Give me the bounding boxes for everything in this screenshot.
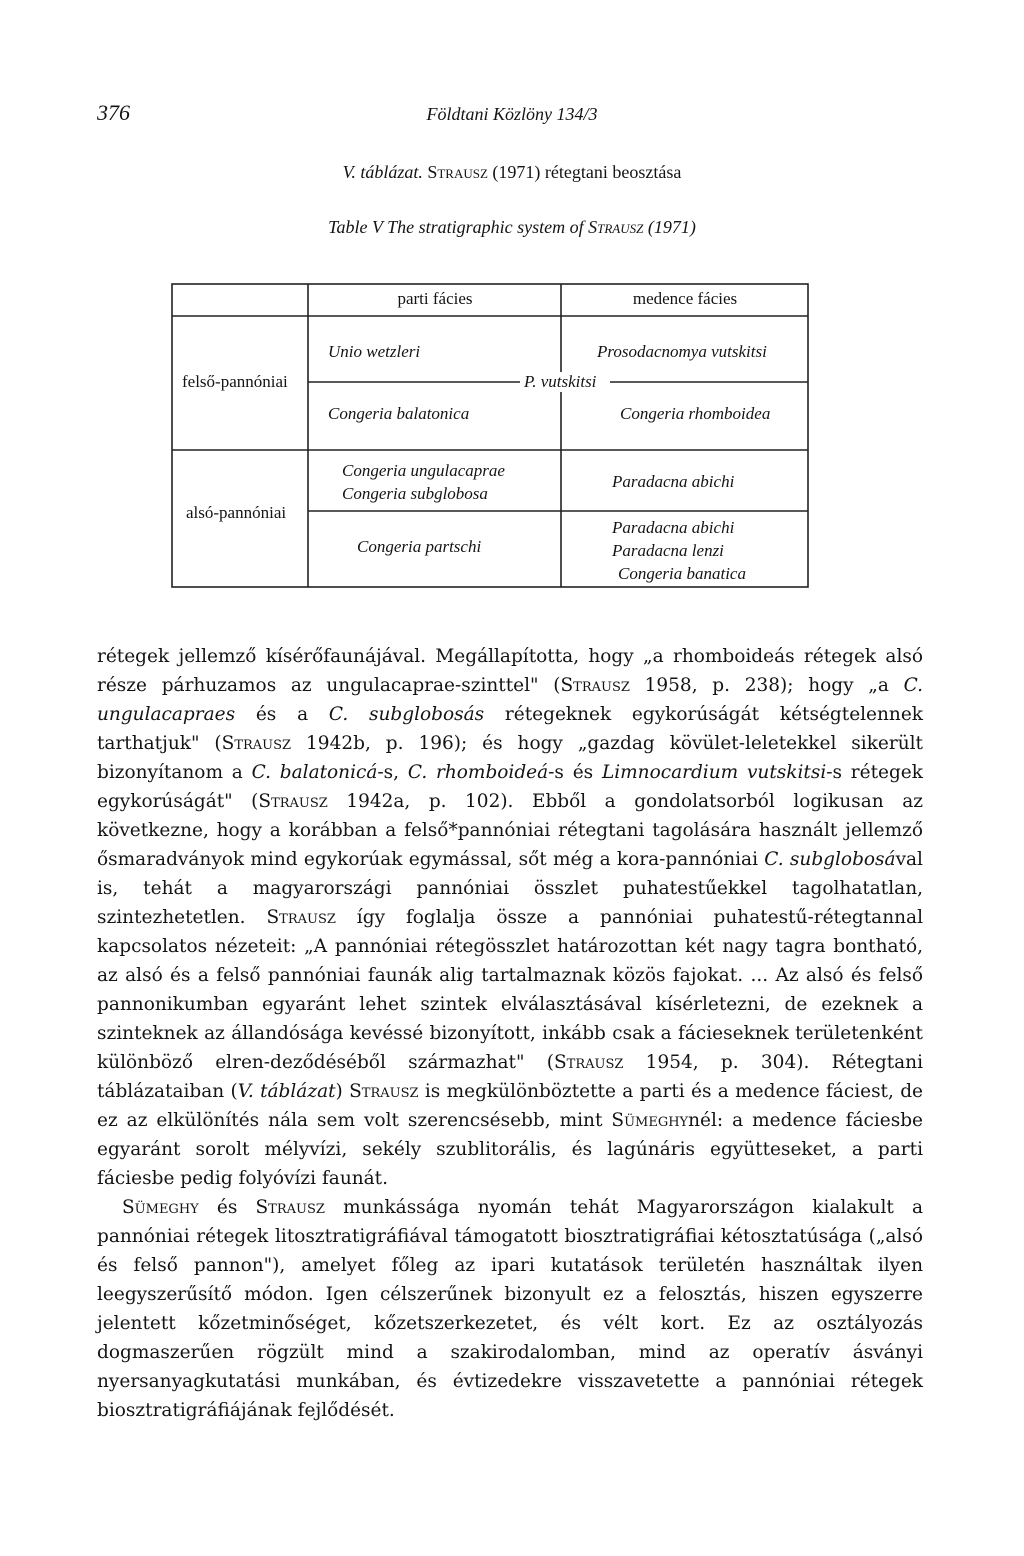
stage-also-pannoniai: alsó-pannóniai — [186, 503, 287, 522]
text-run: 1958, p. 238); hogy „a — [629, 675, 904, 696]
taxon-cell: Unio wetzleri — [328, 342, 421, 361]
stage-felso-pannoniai: felső-pannóniai — [182, 372, 288, 391]
taxon-cell: Congeria rhomboidea — [620, 404, 771, 423]
author-name: Strausz — [560, 675, 630, 696]
text-run: munkássága nyomán tehát Magyarországon kialakult a pannóniai rétegek litosztratigráfiával támogatott biosztratigráfiai kétosztatúsága („alsó és felső pannon"), amelyet főleg az ipari kutatások területén használtak ilyen leegyszerűsítő módon. Igen célszerűnek bizonyult ez a felosztás, hiszen egyszerre jelentett kőzetminőséget, kőzetszerkezetet, és vélt kort. Ez az osztályozás dogmaszerűen rögzült mind a szakirodalomban, mind az operatív ásványi nyersanyagkutatási munkában, és évtizedekre visszavetette a pannóniai rétegek biosztratigráfiájának fejlődését. — [97, 1197, 923, 1421]
col-header-parti: parti fácies — [397, 289, 473, 308]
italic-term: C. ungulacapraes — [97, 675, 923, 725]
taxon-cell: Congeria balatonica — [328, 404, 470, 423]
author-name: Sümeghy — [611, 1110, 689, 1131]
text-run: ) — [335, 1081, 350, 1102]
text-run: -s rétegek egykorúságát" ( — [97, 762, 923, 812]
taxon-cell: Paradacna abichi — [612, 518, 735, 537]
col-header-medence: medence fácies — [632, 289, 738, 308]
taxon-cell: Paradacna abichi — [612, 472, 735, 491]
italic-term: C. subglobosá — [764, 849, 896, 870]
text-run: val is, tehát a magyarországi pannóniai összlet puhatestűekkel tagolhatatlan, szintezhetetlen. — [97, 849, 923, 928]
text-run: rétegeknek egykorúságát kétségtelennek tarthatjuk" ( — [97, 704, 923, 754]
author-name: Strausz — [553, 1052, 624, 1073]
taxon-cell: Congeria banatica — [618, 564, 746, 583]
body-text — [97, 642, 923, 1425]
span-label-vutskitsi: P. vutskitsi — [524, 372, 597, 391]
stratigraphy-table-grid — [0, 0, 1024, 620]
italic-term: C. subglobosás — [328, 704, 485, 725]
caption-author: Strausz — [427, 162, 488, 182]
author-name: Strausz — [255, 1197, 325, 1218]
taxon-cell: Congeria partschi — [357, 537, 482, 556]
author-name: Sümeghy — [122, 1197, 199, 1218]
paragraph — [97, 1193, 923, 1425]
taxon-cell: Prosodacnomya vutskitsi — [597, 342, 767, 361]
text-run: 1942a, p. 102). Ebből a gondolatsorból logikusan az következne, hogy a korábban a felső*pannóniai rétegtani tagolására használt jellemző ősmaradványok mind egykorúak egymással, sőt még a kora-pannóniai — [97, 791, 923, 870]
text-run: nél: a medence fáciesbe egyaránt sorolt mélyvízi, sekély szublitorális, és lagúnáris együtteseket, a parti fáciesbe pedig folyóvízi faunát. — [97, 1110, 923, 1189]
page-number: 376 — [97, 100, 130, 125]
taxon-cell: Paradacna lenzi — [612, 541, 724, 560]
italic-term: C. balatonicá — [251, 762, 378, 783]
text-run: is megkülönböztette a parti és a medence fáciest, de ez az elkülönítés nála sem volt szerencsésebb, mint — [97, 1081, 923, 1131]
text-run: 1954, p. 304). Rétegtani táblázataiban ( — [97, 1052, 923, 1102]
paragraph — [97, 642, 923, 1193]
caption-text-en: (1971) — [643, 217, 696, 237]
taxon-cell: Congeria ungulacaprae — [342, 461, 505, 480]
italic-term: V. táblázat — [237, 1081, 336, 1102]
text-run: és — [198, 1197, 256, 1218]
text-run: rétegek jellemző kísérőfaunájával. Megállapította, hogy „a rhomboideás rétegek alsó része párhuzamos az ungulacaprae-szinttel" ( — [97, 646, 923, 696]
author-name: Strausz — [266, 907, 336, 928]
text-run: -s, — [377, 762, 408, 783]
taxon-cell: Congeria subglobosa — [342, 484, 488, 503]
italic-term: C. rhomboideá — [407, 762, 549, 783]
caption-label-en: Table V The stratigraphic system of — [328, 217, 589, 237]
text-run: így foglalja össze a pannóniai puhatestű-rétegtannal kapcsolatos nézeteit: „A pannóniai rétegösszlet határozottan két nagy tagra bontható, az alsó és a felső pannóniai faunák alig tartalmaznak közös fajokat. ... Az alsó és felső pannonikumban egyaránt lehet szintek elválasztásával kísérletezni, de ezeknek a szinteknek az állandósága kevéssé bizonyított, inkább csak a fácieseknek területenként különböző elren-deződéséből származhat" ( — [97, 907, 923, 1073]
italic-term: Limnocardium vutskitsi — [601, 762, 827, 783]
journal-title: Földtani Közlöny 134/3 — [426, 104, 598, 124]
text-run: 1942b, p. 196); és hogy „gazdag kövület-leletekkel sikerült bizonyítanom a — [97, 733, 923, 783]
text-run: és a — [235, 704, 329, 725]
caption-label: V. táblázat. — [342, 162, 423, 182]
author-name: Strausz — [221, 733, 292, 754]
caption-author-en: Strausz — [588, 217, 644, 237]
text-run: -s és — [548, 762, 602, 783]
author-name: Strausz — [349, 1081, 419, 1102]
author-name: Strausz — [258, 791, 328, 812]
caption-text: (1971) rétegtani beosztása — [487, 162, 682, 182]
